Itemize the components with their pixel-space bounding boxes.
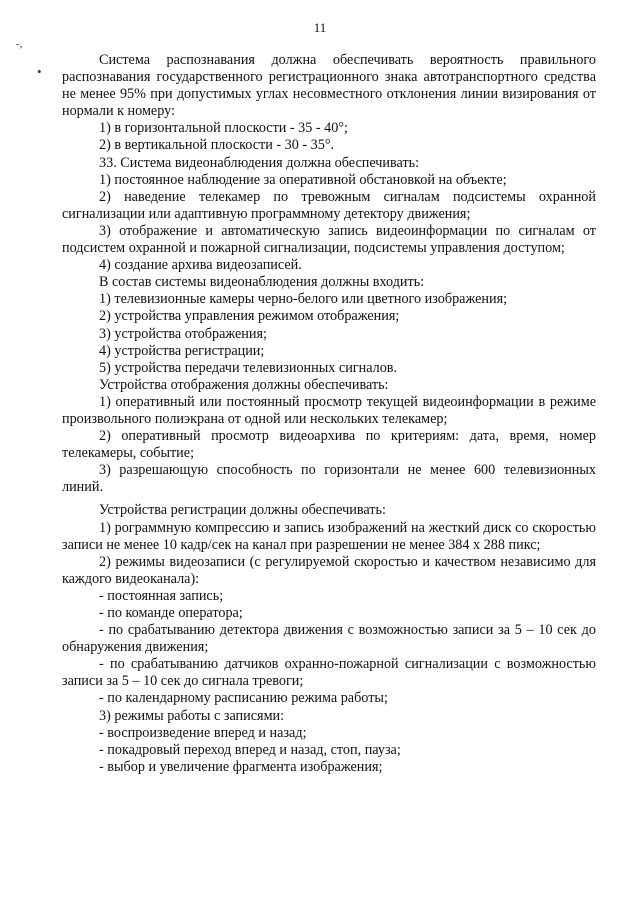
paragraph: - по срабатыванию датчиков охранно-пожарной сигнализации с возможностью записи за 5 – 10 сек до сигнала тревоги; xyxy=(62,656,596,690)
paragraph: - воспроизведение вперед и назад; xyxy=(99,724,307,741)
paragraph: 1) в горизонтальной плоскости - 35 - 40°; xyxy=(99,120,348,137)
paragraph: - по календарному расписанию режима работы; xyxy=(99,690,388,707)
paragraph: 1) телевизионные камеры черно-белого или цветного изображения; xyxy=(99,291,508,308)
paragraph: 2) оперативный просмотр видеоархива по критериям: дата, время, номер телекамеры, событие; xyxy=(62,428,596,462)
paragraph: Устройства отображения должны обеспечивать: xyxy=(99,376,389,393)
paragraph: 2) наведение телекамер по тревожным сигналам подсистемы охранной сигнализации или адаптивную программному детектору движения; xyxy=(62,188,596,222)
paragraph: 2) устройства управления режимом отображения; xyxy=(99,308,400,325)
paragraph: Система распознавания должна обеспечивать вероятность правильного распознавания государственного регистрационного знака автотранспортного средства не менее 95% при допустимых углах несовместного отклонения линии визирования от нормали к номеру: xyxy=(62,52,596,120)
paragraph: 1) рограммную компрессию и запись изображений на жесткий диск со скоростью записи не менее 10 кадр/сек на канал при разрешении не менее 384 x 288 пикс; xyxy=(62,519,596,553)
margin-mark: -, xyxy=(16,38,23,50)
paragraph: В состав системы видеонаблюдения должны входить: xyxy=(99,274,425,291)
page-number: 11 xyxy=(313,20,327,35)
paragraph: 1) постоянное наблюдение за оперативной обстановкой на объекте; xyxy=(99,171,507,188)
paragraph: 2) в вертикальной плоскости - 30 - 35°. xyxy=(99,137,335,154)
paragraph: 3) устройства отображения; xyxy=(99,325,267,342)
paragraph: 5) устройства передачи телевизионных сигналов. xyxy=(99,359,398,376)
paragraph: Устройства регистрации должны обеспечивать: xyxy=(99,502,386,519)
paragraph: - выбор и увеличение фрагмента изображения; xyxy=(99,758,383,775)
paragraph: - по срабатыванию детектора движения с возможностью записи за 5 – 10 сек до обнаружения движения; xyxy=(62,622,596,656)
paragraph: - постоянная запись; xyxy=(99,587,224,604)
paragraph: 33. Система видеонаблюдения должна обеспечивать: xyxy=(99,154,420,171)
paragraph: 3) разрешающую способность по горизонтали не менее 600 телевизионных линий. xyxy=(62,462,596,496)
paragraph: 4) создание архива видеозаписей. xyxy=(99,257,302,274)
paragraph: - по команде оператора; xyxy=(99,605,243,621)
paragraph: 1) оперативный или постоянный просмотр текущей видеоинформации в режиме произвольного полиэкрана от одной или нескольких телекамер; xyxy=(62,393,596,427)
paragraph: 3) режимы работы с записями: xyxy=(99,707,285,724)
margin-mark: • xyxy=(37,64,42,79)
paragraph: 2) режимы видеозаписи (с регулируемой скоростью и качеством независимо для каждого видеоканала): xyxy=(62,553,596,587)
paragraph: 4) устройства регистрации; xyxy=(99,342,265,359)
document-body xyxy=(62,52,596,776)
paragraph: 3) отображение и автоматическую запись видеоинформации по сигналам от подсистем охранной и пожарной сигнализации, подсистемы управления доступом; xyxy=(62,222,596,257)
paragraph: - покадровый переход вперед и назад, стоп, пауза; xyxy=(99,741,401,758)
